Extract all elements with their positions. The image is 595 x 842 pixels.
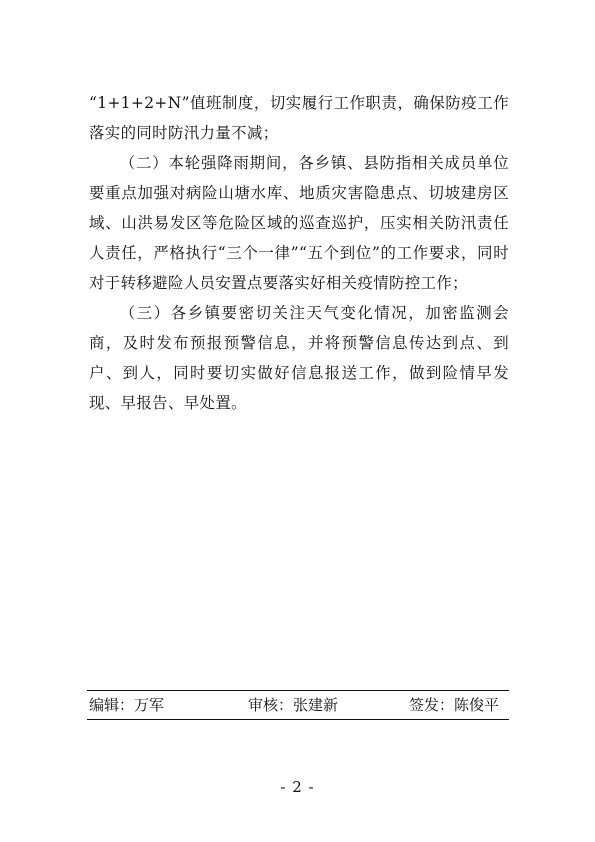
footer-signoff [87, 693, 509, 717]
page-number: - 2 - [280, 778, 315, 796]
paragraph-continuation: “1+1+2+N”值班制度，切实履行工作职责，确保防疫工作落实的同时防汛力量不减； [89, 94, 509, 142]
paragraph-section-two: （二）本轮强降雨期间，各乡镇、县防指相关成员单位要重点加强对病险山塘水库、地质灾害隐患点、切坡建房区域、山洪易发区等危险区域的巡查巡护，压实相关防汛责任人责任，严格执行“三个一律”“五个到位”的工作要求，同时对于转移避险人员安置点要落实好相关疫情防控工作； [89, 154, 509, 292]
footer-bottom-rule [87, 719, 509, 720]
reviewer-credit: 审核：张建新 [248, 696, 339, 714]
issuer-credit: 签发：陈俊平 [409, 696, 500, 714]
footer-top-rule [87, 690, 509, 691]
paragraph-section-three: （三）各乡镇要密切关注天气变化情况，加密监测会商，及时发布预报预警信息，并将预警信息传达到点、到户、到人，同时要切实做好信息报送工作，做到险情早发现、早报告、早处置。 [89, 304, 509, 412]
editor-credit: 编辑：万军 [89, 696, 165, 714]
document-body [89, 88, 509, 418]
